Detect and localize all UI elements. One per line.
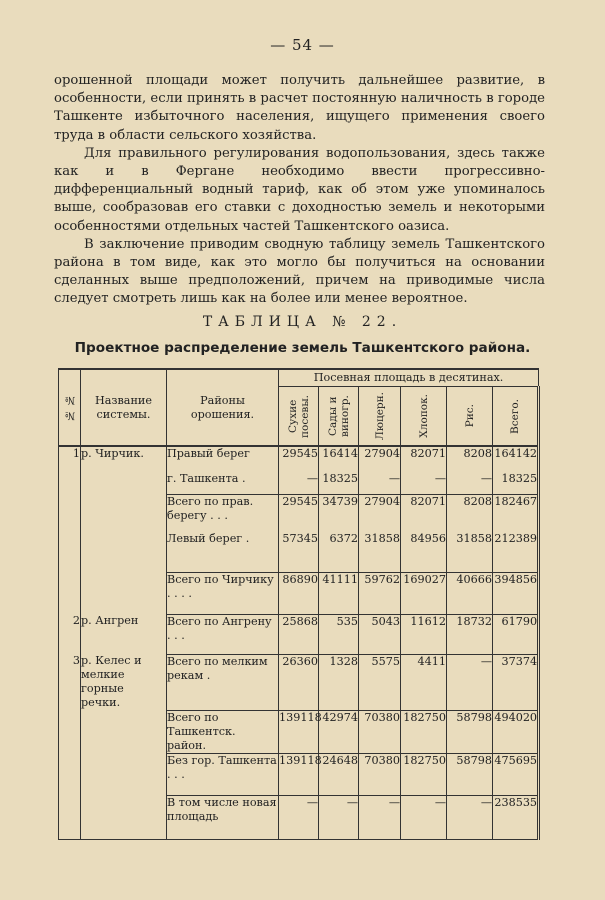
table-row: Всего по Ташкентск. район. 139118 42974 70380 182750 58798 494020 — [59, 710, 539, 753]
table-caption: ТАБЛИЦА № 22. — [202, 314, 403, 330]
table-row: Левый берег . 57345 6372 31858 84956 31858 212389 — [59, 532, 539, 572]
header-col-total: Всего. — [493, 387, 539, 447]
table-title: Проектное распределение земель Ташкентского района. — [74, 340, 531, 356]
header-col-rice: Рис. — [447, 387, 493, 447]
table-row: 3 р. Келес и мелкие горные речки. Всего по мелким рекам . 26360 1328 5575 4411 — 37374 — [59, 654, 539, 710]
table-row: Без гор. Ташкента . . . 139118 24648 70380 182750 58798 475695 — [59, 753, 539, 795]
paragraph: В заключение приводим сводную таблицу земель Ташкентского района в том виде, как это могло бы получиться на основании сделанных выше предположений, причем на приводимые числа следует смотреть лишь как на более или менее вероятное. — [54, 236, 545, 307]
paragraph: орошенной площади может получить дальнейшее развитие, в особенности, если принять в расчет постоянную наличность в городе Ташкенте избыточного населения, ищущего применения своего труда в области сельского хозяйства. — [54, 73, 545, 143]
header-group: Посевная площадь в десятинах. — [279, 369, 539, 387]
table-row: В том числе новая площадь — — — — — 238535 — [59, 795, 539, 839]
page-number: — 54 — — [270, 36, 335, 54]
table-row: Всего по Чирчику . . . . 86890 41111 59762 169027 40666 394856 — [59, 572, 539, 614]
header-number: № № — [59, 369, 81, 446]
table-row: 1 р. Чирчик. Правый берег 29545 16414 27904 82071 8208 164142 — [59, 446, 539, 472]
header-region: Районы орошения. — [167, 369, 279, 446]
header-system: Название системы. — [81, 369, 167, 446]
table-row: Всего по прав. берегу . . . 29545 34739 27904 82071 8208 182467 — [59, 494, 539, 532]
header-col-cotton: Хлопок. — [401, 387, 447, 447]
body-text — [54, 72, 545, 309]
table-row: 2 р. Ангрен Всего по Ангрену . . . 25868 535 5043 11612 18732 61790 — [59, 614, 539, 654]
land-distribution-table — [58, 368, 540, 840]
table-row: г. Ташкента . — 18325 — — — 18325 — [59, 472, 539, 494]
header-col-lucerne: Люцерн. — [359, 387, 401, 447]
header-col-dry: Сухие посевы. — [279, 387, 319, 447]
header-col-gardens: Сады и виногр. — [319, 387, 359, 447]
paragraph: Для правильного регулирования водопользования, здесь также как и в Фергане необходимо ввести прогрессивно-дифференциальный водный тариф, как об этом уже упоминалось выше, сообразовав его ставки с доходностью земель и некоторыми особенностями отдельных частей Ташкентского оазиса. — [54, 145, 545, 234]
